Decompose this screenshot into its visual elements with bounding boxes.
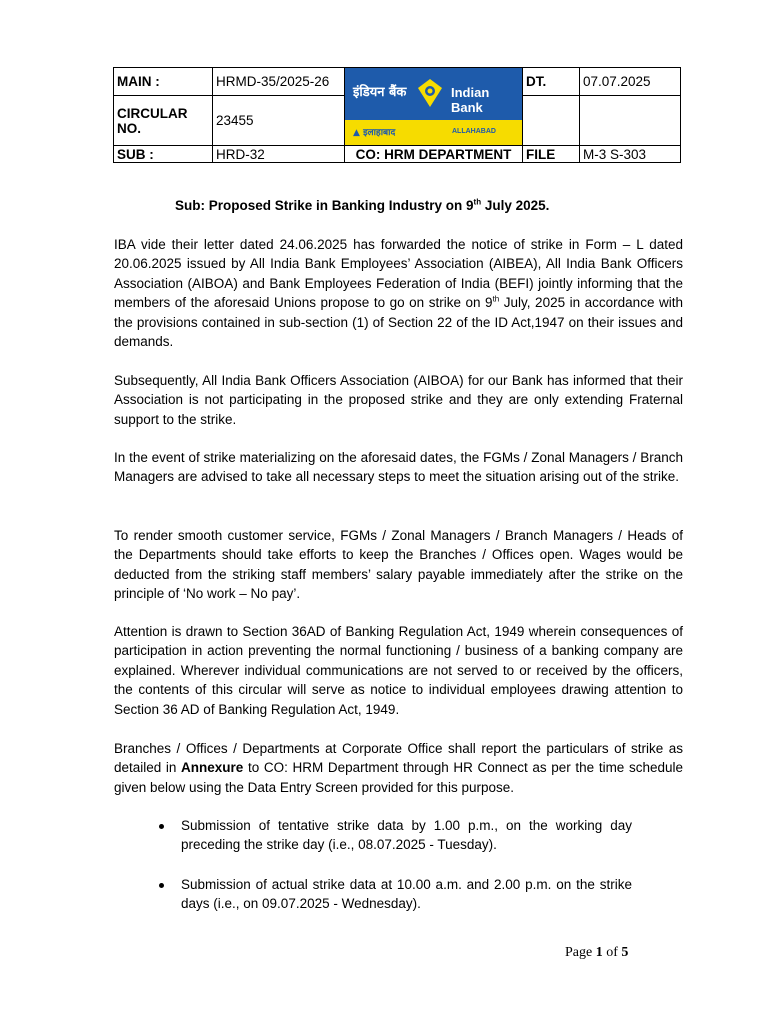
file-value: M-3 S-303	[580, 146, 681, 163]
list-item: Submission of actual strike data at 10.00 a.m. and 2.00 p.m. on the strike days (i.e., on 09.07.2025 - Wednesday).	[160, 875, 632, 914]
bullet-icon	[159, 824, 164, 829]
paragraph-event-of-strike: In the event of strike materializing on the aforesaid dates, the FGMs / Zonal Managers / Branch Managers are advised to take all necessary steps to meet the situation arising out of the strike.	[114, 450, 683, 485]
subject-line: Sub: Proposed Strike in Banking Industry on 9th July 2025.	[175, 197, 550, 213]
paragraph-customer-service: To render smooth customer service, FGMs / Zonal Managers / Branch Managers / Heads of the Departments should take efforts to keep the Branches / Offices open. Wages would be deducted from the striking staff members’ salary payable immediately after the strike on the principle of ‘No work – No pay’.	[114, 528, 683, 602]
logo-cell	[345, 68, 523, 146]
logo-hindi-name: इंडियन बैंक	[353, 85, 407, 100]
logo-sub-english: ALLAHABAD	[452, 128, 496, 135]
paragraph-section-36ad: Attention is drawn to Section 36AD of Banking Regulation Act, 1949 wherein consequences of participation in action preventing the normal functioning / business of a banking company are explained. Wherever individual communications are not served to or received by the officers, the contents of this circular will serve as notice to individual employees drawing attention to Section 36 AD of Banking Regulation Act, 1949.	[114, 624, 683, 717]
circular-value: 23455	[213, 96, 345, 146]
paragraph-aiboa: Subsequently, All India Bank Officers Association (AIBOA) for our Bank has informed that their Association is not participating in the proposed strike and they are only extending Fraternal support to the strike.	[114, 373, 683, 427]
bank-emblem-icon	[415, 77, 445, 109]
sub-label: SUB :	[114, 146, 213, 163]
main-value: HRMD-35/2025-26	[213, 68, 345, 96]
logo-english-name: Indian Bank	[451, 85, 490, 115]
paragraph-reporting: Branches / Offices / Departments at Corporate Office shall report the particulars of strike as detailed in Annexure to CO: HRM Department through HR Connect as per the time schedule given below using the Data Entry Screen provided for this purpose.	[114, 741, 683, 795]
paragraph-iba-notice: IBA vide their letter dated 24.06.2025 has forwarded the notice of strike in Form – L dated 20.06.2025 issued by All India Bank Employees’ Association (AIBEA), All India Bank Officers Association (AIBOA) and Bank Employees Federation of India (BEFI) jointly informing that the members of the aforesaid Unions propose to go on strike on 9th July, 2025 in accordance with the provisions contained in sub-section (1) of Section 22 of the ID Act,1947 on their issues and demands.	[114, 237, 683, 350]
dt-label: DT.	[523, 68, 580, 96]
empty-cell	[580, 96, 681, 146]
bullet-icon	[159, 883, 164, 888]
co-department-label: CO: HRM DEPARTMENT	[345, 146, 523, 163]
sub-value: HRD-32	[213, 146, 345, 163]
page-number: Page 1 of 5	[565, 945, 629, 960]
file-label: FILE	[523, 146, 580, 163]
main-label: MAIN :	[114, 68, 213, 96]
list-item: Submission of tentative strike data by 1.00 p.m., on the working day preceding the strike day (i.e., 08.07.2025 - Tuesday).	[160, 816, 632, 855]
circular-header-table	[113, 67, 681, 163]
logo-sub-hindi: ▲ इलाहाबाद	[353, 128, 396, 138]
empty-cell	[523, 96, 580, 146]
indian-bank-logo	[345, 68, 522, 145]
circular-label: CIRCULAR NO.	[114, 96, 213, 146]
dt-value: 07.07.2025	[580, 68, 681, 96]
